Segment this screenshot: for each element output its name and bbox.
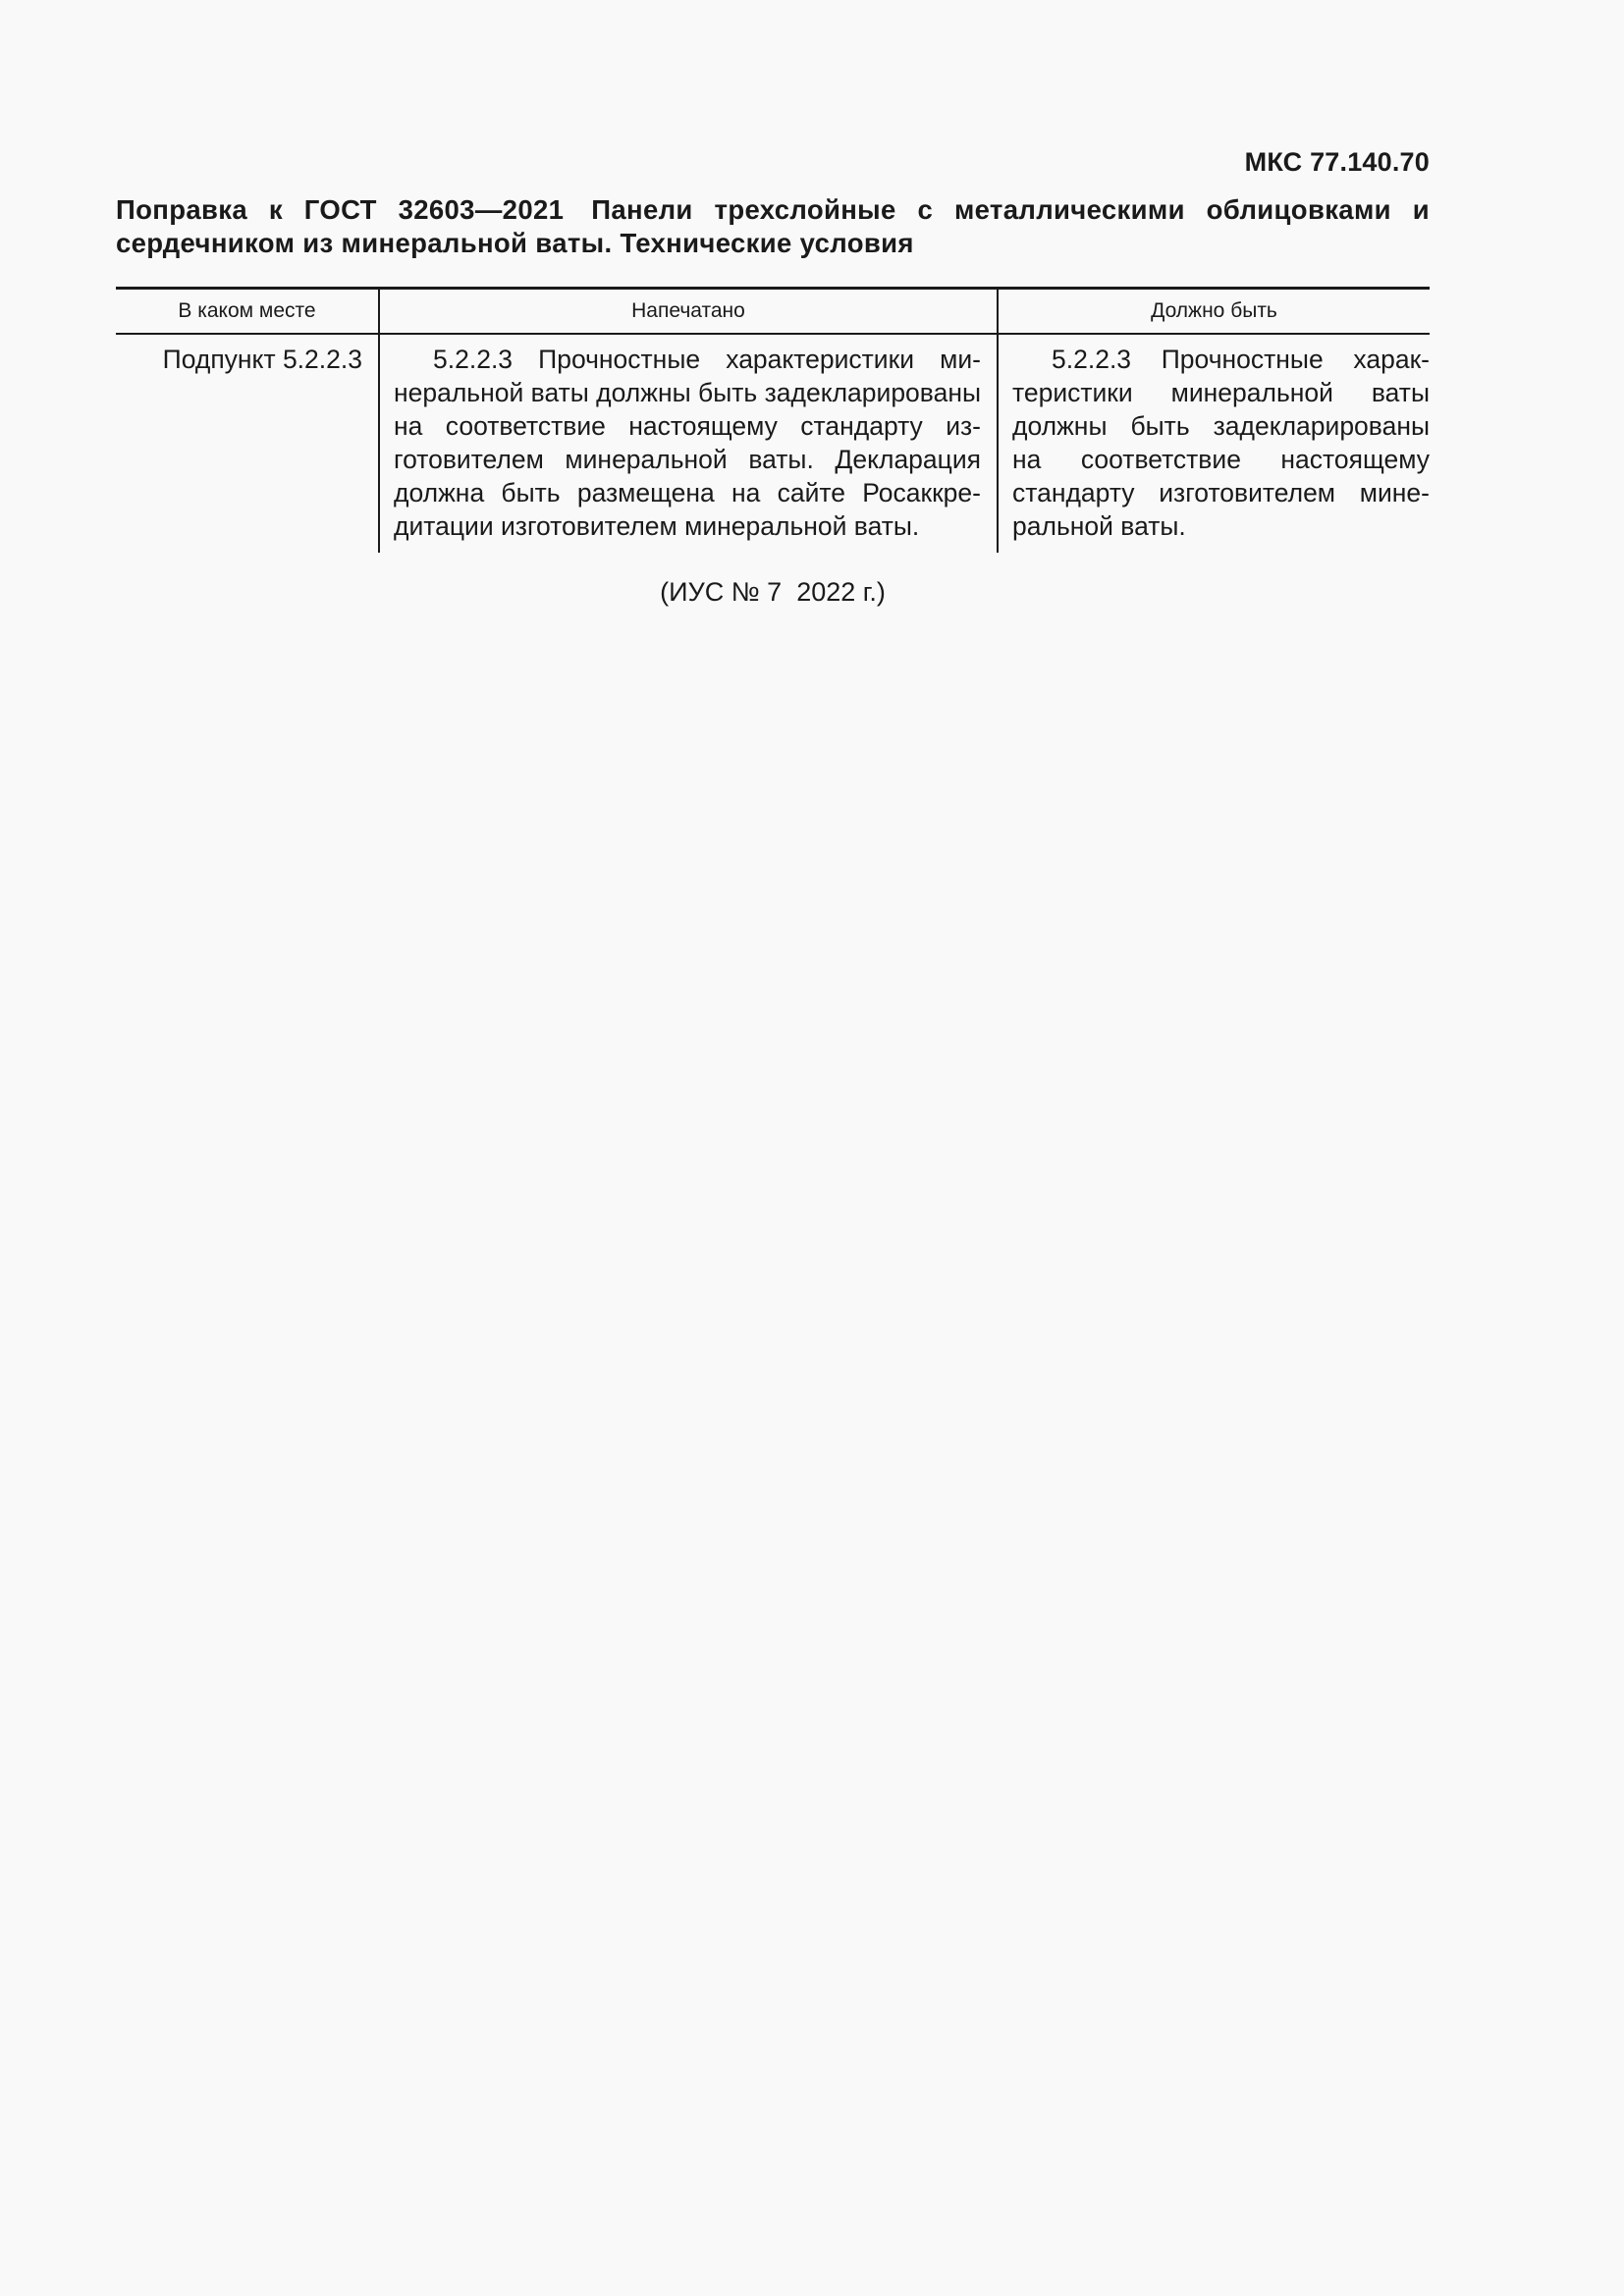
cell-printed: 5.2.2.3 Прочностные характеристики минеральной ваты должны быть задекларированы на соответствие настоящему стандарту изготовителем минеральной ваты. Декларация должна быть размещена на сайте Росаккредитации изготовителем минеральной ваты. xyxy=(379,334,998,553)
amendment-reference: Поправка к ГОСТ 32603—2021 xyxy=(116,194,565,225)
correction-table xyxy=(116,287,1430,553)
mks-code: МКС 77.140.70 xyxy=(1244,147,1430,177)
ius-reference: (ИУС № 7 2022 г.) xyxy=(660,577,886,607)
standard-subject: Панели трехслойные с металлическими облицовками и сердечником из минеральной ваты. Технические условия xyxy=(116,194,1430,258)
column-header-where: В каком месте xyxy=(116,289,379,335)
cell-should-be: 5.2.2.3 Прочностные характеристики минеральной ваты должны быть задекларированы на соответствие настоящему стандарту изготовителем минеральной ваты. xyxy=(998,334,1430,553)
table-header-row xyxy=(116,289,1430,335)
column-header-printed: Напечатано xyxy=(379,289,998,335)
table-row xyxy=(116,334,1430,553)
cell-where: Подпункт 5.2.2.3 xyxy=(162,345,362,374)
document-title xyxy=(116,193,1430,260)
column-header-should-be: Должно быть xyxy=(998,289,1430,335)
